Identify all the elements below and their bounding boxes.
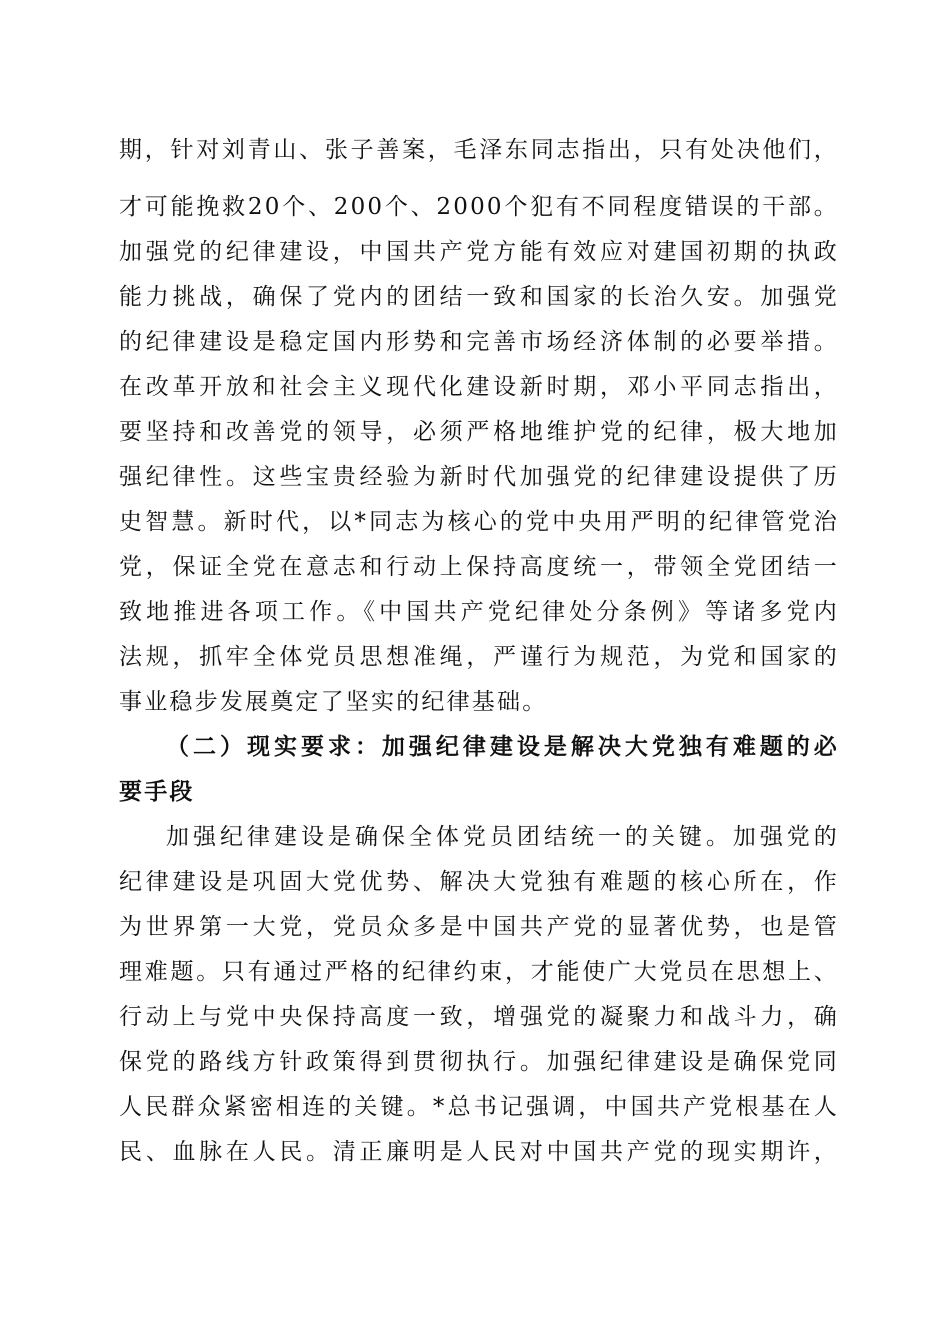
text-line: 期，针对刘青山、张子善案，毛泽东同志指出，只有处决他们， <box>119 137 839 163</box>
text-line: 能力挑战，确保了党内的团结一致和国家的长治久安。加强党 <box>119 284 839 310</box>
text-line: 人民群众紧密相连的关键。*总书记强调，中国共产党根基在人 <box>119 1094 839 1120</box>
text-line: 强纪律性。这些宝贵经验为新时代加强党的纪律建设提供了历 <box>119 464 839 490</box>
text-line: 行动上与党中央保持高度一致，增强党的凝聚力和战斗力，确 <box>119 1004 839 1030</box>
text-line: 加强党的纪律建设，中国共产党方能有效应对建国初期的执政 <box>119 239 839 265</box>
text-line: 才可能挽救20个、200个、2000个犯有不同程度错误的干部。 <box>119 194 839 220</box>
text-line: 史智慧。新时代，以*同志为核心的党中央用严明的纪律管党治 <box>119 509 839 535</box>
text-line: 在改革开放和社会主义现代化建设新时期，邓小平同志指出， <box>119 374 839 400</box>
paragraph-first-line: 加强纪律建设是确保全体党员团结统一的关键。加强党的 <box>166 824 839 850</box>
text-line: 理难题。只有通过严格的纪律约束，才能使广大党员在思想上、 <box>119 959 839 985</box>
text-line: 保党的路线方针政策得到贯彻执行。加强纪律建设是确保党同 <box>119 1049 839 1075</box>
text-line: 致地推进各项工作。《中国共产党纪律处分条例》等诸多党内 <box>119 599 839 625</box>
text-line: 事业稳步发展奠定了坚实的纪律基础。 <box>119 689 548 715</box>
text-line: 要坚持和改善党的领导，必须严格地维护党的纪律，极大地加 <box>119 419 839 445</box>
text-line: 党，保证全党在意志和行动上保持高度统一，带领全党团结一 <box>119 554 839 580</box>
text-line: 为世界第一大党，党员众多是中国共产党的显著优势，也是管 <box>119 914 839 940</box>
text-line: 纪律建设是巩固大党优势、解决大党独有难题的核心所在，作 <box>119 869 839 895</box>
section-heading: （二）现实要求：加强纪律建设是解决大党独有难题的必 <box>166 733 839 760</box>
text-line: 民、血脉在人民。清正廉明是人民对中国共产党的现实期许， <box>119 1139 839 1165</box>
text-line: 法规，抓牢全体党员思想准绳，严谨行为规范，为党和国家的 <box>119 644 839 670</box>
text-line: 的纪律建设是稳定国内形势和完善市场经济体制的必要举措。 <box>119 329 839 355</box>
section-heading-continuation: 要手段 <box>119 778 195 805</box>
